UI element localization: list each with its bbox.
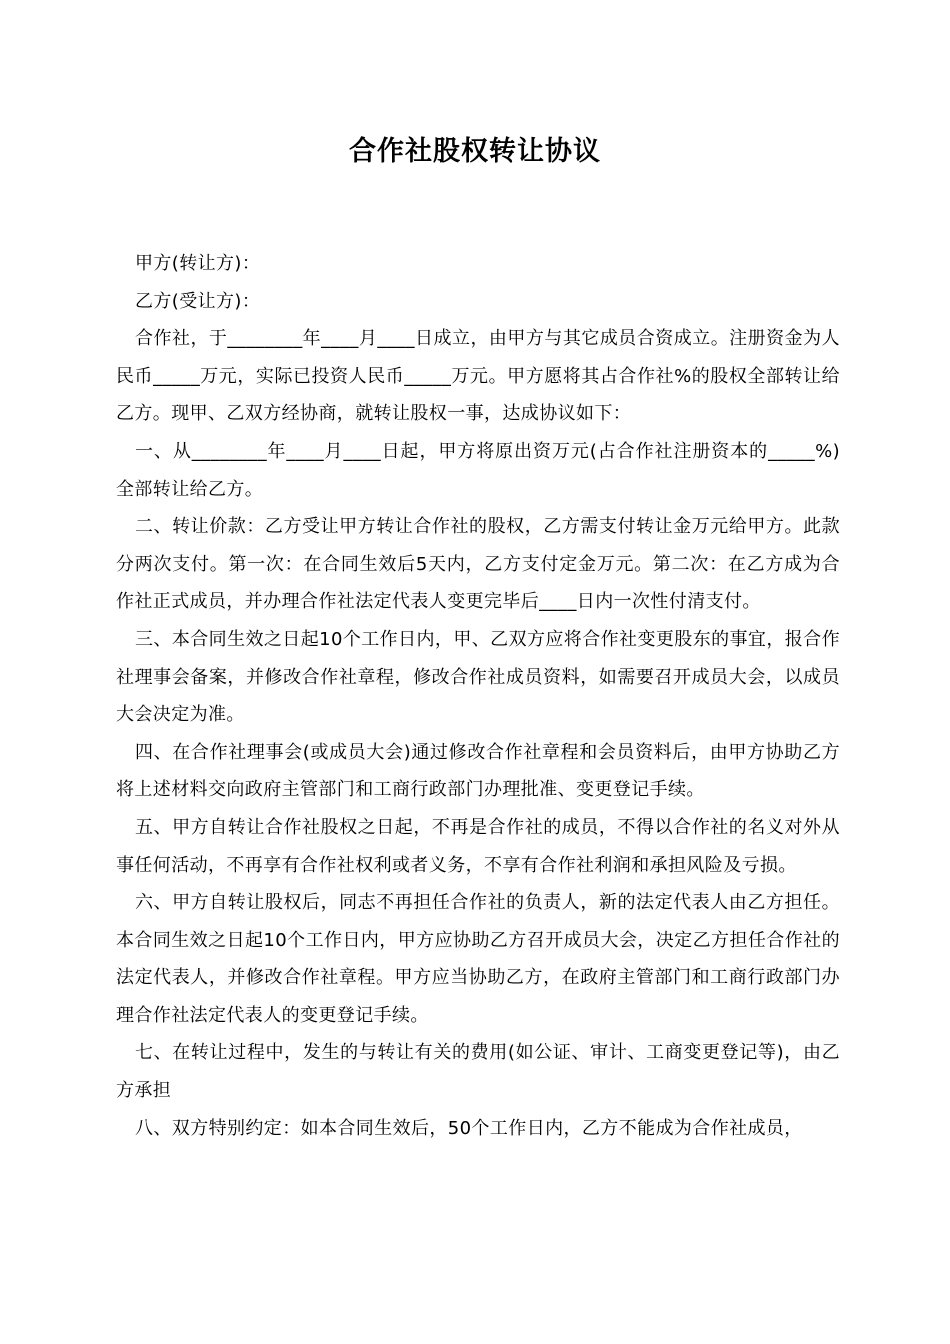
clause-6: 六、甲方自转让股权后，同志不再担任合作社的负责人，新的法定代表人由乙方担任。本合同生效之日起10个工作日内，甲方应协助乙方召开成员大会，决定乙方担任合作社的法定代表人，并修改合作社章程。甲方应当协助乙方，在政府主管部门和工商行政部门办理合作社法定代表人的变更登记手续。	[116, 892, 840, 1026]
clause-7: 七、在转让过程中，发生的与转让有关的费用(如公证、审计、工商变更登记等)，由乙方承担	[116, 1042, 840, 1102]
clause-5: 五、甲方自转让合作社股权之日起，不再是合作社的成员，不得以合作社的名义对外从事任何活动，不再享有合作社权利或者义务，不享有合作社利润和承担风险及亏损。	[116, 816, 840, 876]
document-body	[116, 245, 840, 1147]
party-b-line: 乙方(受让方)：	[135, 290, 261, 312]
clause-3: 三、本合同生效之日起10个工作日内，甲、乙双方应将合作社变更股东的事宜，报合作社理事会备案，并修改合作社章程，修改合作社成员资料，如需要召开成员大会，以成员大会决定为准。	[116, 628, 840, 726]
clause-1: 一、从________年____月____日起，甲方将原出资万元(占合作社注册资本的_____%)全部转让给乙方。	[116, 440, 840, 500]
document-title: 合作社股权转让协议	[349, 136, 601, 167]
clause-4: 四、在合作社理事会(或成员大会)通过修改合作社章程和会员资料后，由甲方协助乙方将上述材料交向政府主管部门和工商行政部门办理批准、变更登记手续。	[116, 741, 840, 801]
preamble-paragraph: 合作社，于________年____月____日成立，由甲方与其它成员合资成立。注册资金为人民币_____万元，实际已投资人民币_____万元。甲方愿将其占合作社%的股权全部转让给乙方。现甲、乙双方经协商，就转让股权一事，达成协议如下：	[116, 328, 840, 425]
party-a-line: 甲方(转让方)：	[135, 253, 261, 274]
clause-8: 八、双方特别约定：如本合同生效后，50个工作日内，乙方不能成为合作社成员，	[135, 1117, 803, 1139]
clause-2: 二、转让价款：乙方受让甲方转让合作社的股权，乙方需支付转让金万元给甲方。此款分两次支付。第一次：在合同生效后5天内，乙方支付定金万元。第二次：在乙方成为合作社正式成员，并办理合作社法定代表人变更完毕后____日内一次性付清支付。	[116, 516, 840, 613]
